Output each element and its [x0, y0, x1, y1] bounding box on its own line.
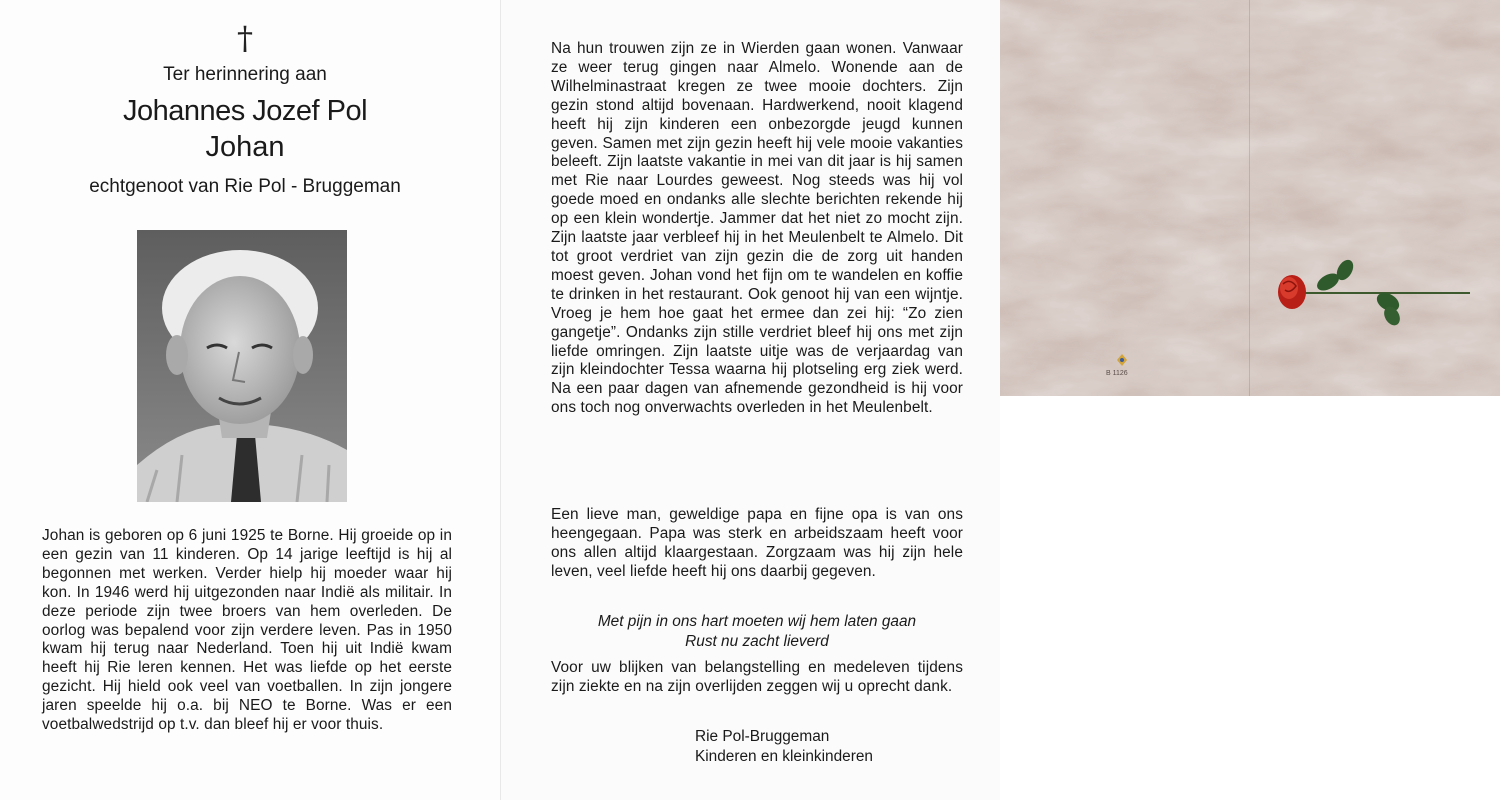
spouse-line: echtgenoot van Rie Pol - Bruggeman [89, 176, 401, 197]
tribute-text: Een lieve man, geweldige papa en fijne opa is van ons heengegaan. Papa was sterk en arbeidszaam heeft voor ons allen altijd klaargestaan. Zorgzaam was hij zijn hele leven, veel liefde heeft hij ons daarbij gegeven. [551, 506, 963, 580]
rose-icon [1278, 275, 1306, 309]
biography-text: Johan is geboren op 6 juni 1925 te Borne. Hij groeide op in een gezin van 11 kinderen. Op 14 jarige leeftijd is hij al begonnen met werken. Verder hielp hij moeder waar hij kon. In 1946 werd hij uitgezonden naar Indië als militair. In deze periode zijn twee broers van hem overleden. De oorlog was bepalend voor zijn verdere leven. Pas in 1950 kwam hij terug naar Nederland. Toen hij uit Indië kwam heeft hij Rie leren kennen. Het was liefde op het eerste gezicht. Hij hield ook veel van voetballen. In zijn jongere jaren speelde hij o.a. bij NEO te Borne. Was er een voetbalwedstrijd op t.v. dan bleef hij er voor thuis. [42, 527, 452, 734]
deceased-full-name: Johannes Jozef Pol [122, 95, 368, 127]
right-cover-panel [1000, 0, 1500, 800]
intro-text: Ter herinnering aan [163, 64, 327, 85]
thanks-text: Voor uw blijken van belangstelling en medeleven tijdens zijn ziekte en na zijn overlijden zeggen wij u oprecht dank. [551, 659, 963, 695]
middle-card-panel [500, 0, 1000, 800]
poem-line-2: Rust nu zacht lieverd [685, 632, 829, 650]
publisher-logo-icon [1117, 354, 1127, 366]
signature-line-2: Kinderen en kleinkinderen [695, 747, 873, 765]
poem-line-1: Met pijn in ons hart moeten wij hem laten gaan [597, 613, 917, 630]
portrait-photo [137, 230, 347, 502]
cross-icon: † [237, 19, 253, 57]
life-story-text: Na hun trouwen zijn ze in Wierden gaan wonen. Vanwaar ze weer terug gingen naar Almelo. Wonende aan de Wilhelminastraat kregen ze twee mooie dochters. Zijn gezin stond altijd bovenaan. Hardwerkend, nooit klagend heeft hij zijn kinderen een onbezorgde jeugd kunnen geven. Samen met zijn gezin heeft hij vele mooie vakanties beleeft. Zijn laatste vakantie in mei van dit jaar is hij samen met Rie naar Lourdes geweest. Nog steeds was hij vol goede moed en ondanks alle slechte berichten rekende hij op een klein wondertje. Jammer dat het niet zo mocht zijn. Zijn laatste jaar verbleef hij in het Meulenbelt te Almelo. Dit tot groot verdriet van zijn gezin die de zorg uit handen moest geven. Johan vond het fijn om te wandelen en koffie te drinken in het restaurant. Ook genoot hij van een wijntje. Vroeg je hem hoe gaat het ermee dan zei hij: “Zo zien gangetje”. Ondanks zijn stille verdriet bleef hij ons met zijn liefde omringen. Zijn laatste uitje was de verjaardag van zijn kleindochter Tessa waarna hij plotseling erg ziek werd. Na een paar dagen van afnemende gezondheid is hij voor ons toch nog onverwachts overleden in het Meulenbelt. [551, 40, 963, 417]
poem [551, 612, 963, 651]
card-fold-line [1249, 0, 1250, 396]
deceased-nickname: Johan [205, 131, 285, 163]
cover-code: B 1126 [1106, 370, 1128, 377]
marble-cover [1000, 0, 1500, 396]
signature-block [695, 727, 975, 766]
signature-line-1: Rie Pol-Bruggeman [695, 728, 830, 745]
left-card-panel [0, 0, 500, 800]
